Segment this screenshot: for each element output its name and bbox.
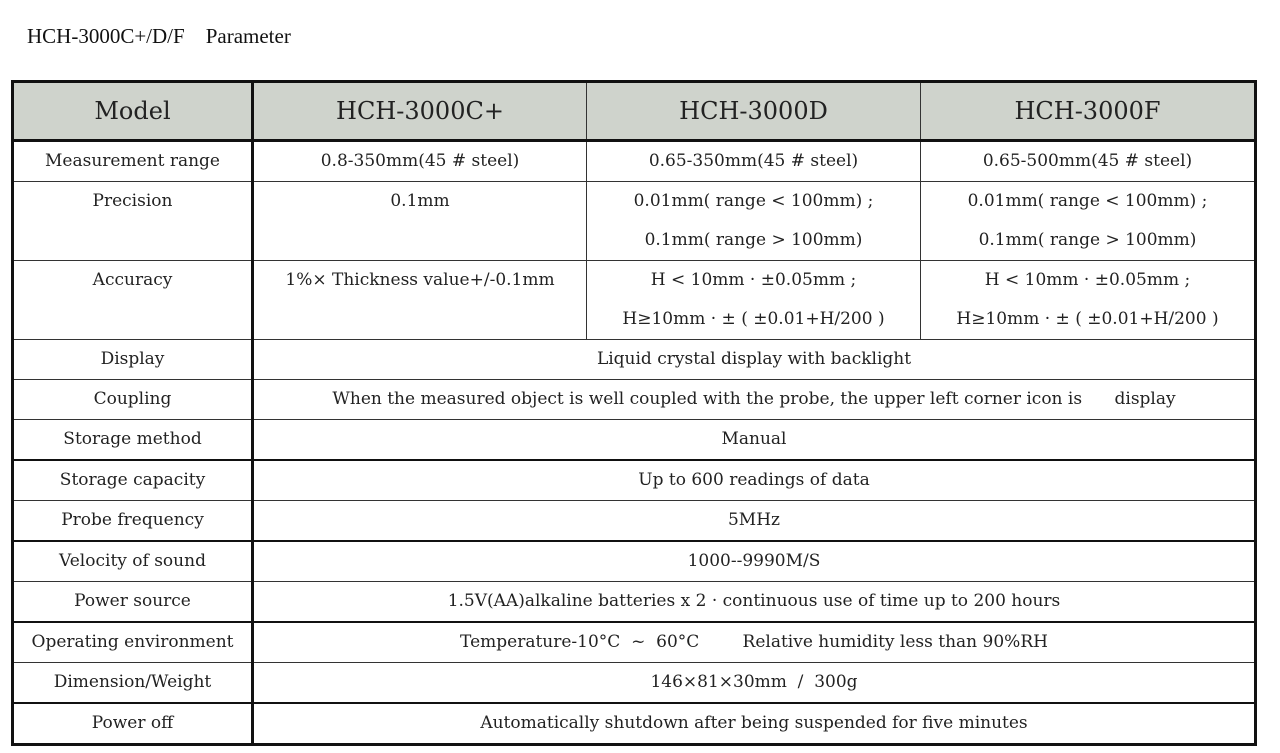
cell-line: 0.01mm( range < 100mm) ; bbox=[967, 191, 1208, 211]
row-label: Accuracy bbox=[13, 261, 253, 340]
cell-value bbox=[587, 182, 921, 261]
cell-line: 0.01mm( range < 100mm) ; bbox=[633, 191, 874, 211]
table-row bbox=[13, 663, 1256, 704]
table-header-row bbox=[13, 82, 1256, 141]
row-label: Measurement range bbox=[13, 141, 253, 182]
row-label: Power off bbox=[13, 703, 253, 745]
header-hch-3000d: HCH-3000D bbox=[587, 82, 921, 141]
row-label: Coupling bbox=[13, 380, 253, 420]
cell-value: 1.5V(AA)alkaline batteries x 2 · continuous use of time up to 200 hours bbox=[253, 582, 1256, 623]
table-row bbox=[13, 261, 1256, 340]
table-row bbox=[13, 141, 1256, 182]
cell-value: Up to 600 readings of data bbox=[253, 460, 1256, 501]
table-row bbox=[13, 501, 1256, 542]
cell-value: 0.65-350mm(45 # steel) bbox=[587, 141, 921, 182]
cell-line: 0.1mm( range > 100mm) bbox=[978, 230, 1197, 250]
cell-value: 5MHz bbox=[253, 501, 1256, 542]
cell-value: 146×81×30mm / 300g bbox=[253, 663, 1256, 704]
table-row bbox=[13, 340, 1256, 380]
cell-line: 0.1mm( range > 100mm) bbox=[644, 230, 863, 250]
cell-value: 0.65-500mm(45 # steel) bbox=[921, 141, 1256, 182]
table-row bbox=[13, 182, 1256, 261]
table-row bbox=[13, 622, 1256, 663]
page-title: HCH-3000C+/D/F Parameter bbox=[27, 24, 291, 48]
table-row bbox=[13, 460, 1256, 501]
cell-line: H < 10mm · ±0.05mm ; bbox=[984, 270, 1191, 290]
row-label: Display bbox=[13, 340, 253, 380]
cell-line: H < 10mm · ±0.05mm ; bbox=[650, 270, 857, 290]
table-row bbox=[13, 582, 1256, 623]
table-row bbox=[13, 703, 1256, 745]
table-row bbox=[13, 541, 1256, 582]
cell-value: 0.8-350mm(45 # steel) bbox=[253, 141, 587, 182]
cell-value bbox=[921, 261, 1256, 340]
cell-line: H≥10mm · ± ( ±0.01+H/200 ) bbox=[956, 309, 1219, 329]
row-label: Dimension/Weight bbox=[13, 663, 253, 704]
cell-line: H≥10mm · ± ( ±0.01+H/200 ) bbox=[622, 309, 885, 329]
cell-value: Temperature-10°C ~ 60°C Relative humidity less than 90%RH bbox=[253, 622, 1256, 663]
row-label: Precision bbox=[13, 182, 253, 261]
cell-value: 1%× Thickness value+/-0.1mm bbox=[253, 261, 587, 340]
cell-value: Manual bbox=[253, 420, 1256, 461]
cell-value: 0.1mm bbox=[253, 182, 587, 261]
row-label: Storage capacity bbox=[13, 460, 253, 501]
table-row bbox=[13, 420, 1256, 461]
cell-value: 1000--9990M/S bbox=[253, 541, 1256, 582]
row-label: Operating environment bbox=[13, 622, 253, 663]
header-hch-3000f: HCH-3000F bbox=[921, 82, 1256, 141]
table-row bbox=[13, 380, 1256, 420]
row-label: Velocity of sound bbox=[13, 541, 253, 582]
cell-value bbox=[921, 182, 1256, 261]
row-label: Power source bbox=[13, 582, 253, 623]
cell-value: Liquid crystal display with backlight bbox=[253, 340, 1256, 380]
header-model: Model bbox=[13, 82, 253, 141]
row-label: Storage method bbox=[13, 420, 253, 461]
cell-value: Automatically shutdown after being suspended for five minutes bbox=[253, 703, 1256, 745]
header-hch-3000c-plus: HCH-3000C+ bbox=[253, 82, 587, 141]
cell-value bbox=[587, 261, 921, 340]
row-label: Probe frequency bbox=[13, 501, 253, 542]
parameter-table bbox=[11, 80, 1257, 746]
cell-value: When the measured object is well coupled with the probe, the upper left corner icon is display bbox=[253, 380, 1256, 420]
